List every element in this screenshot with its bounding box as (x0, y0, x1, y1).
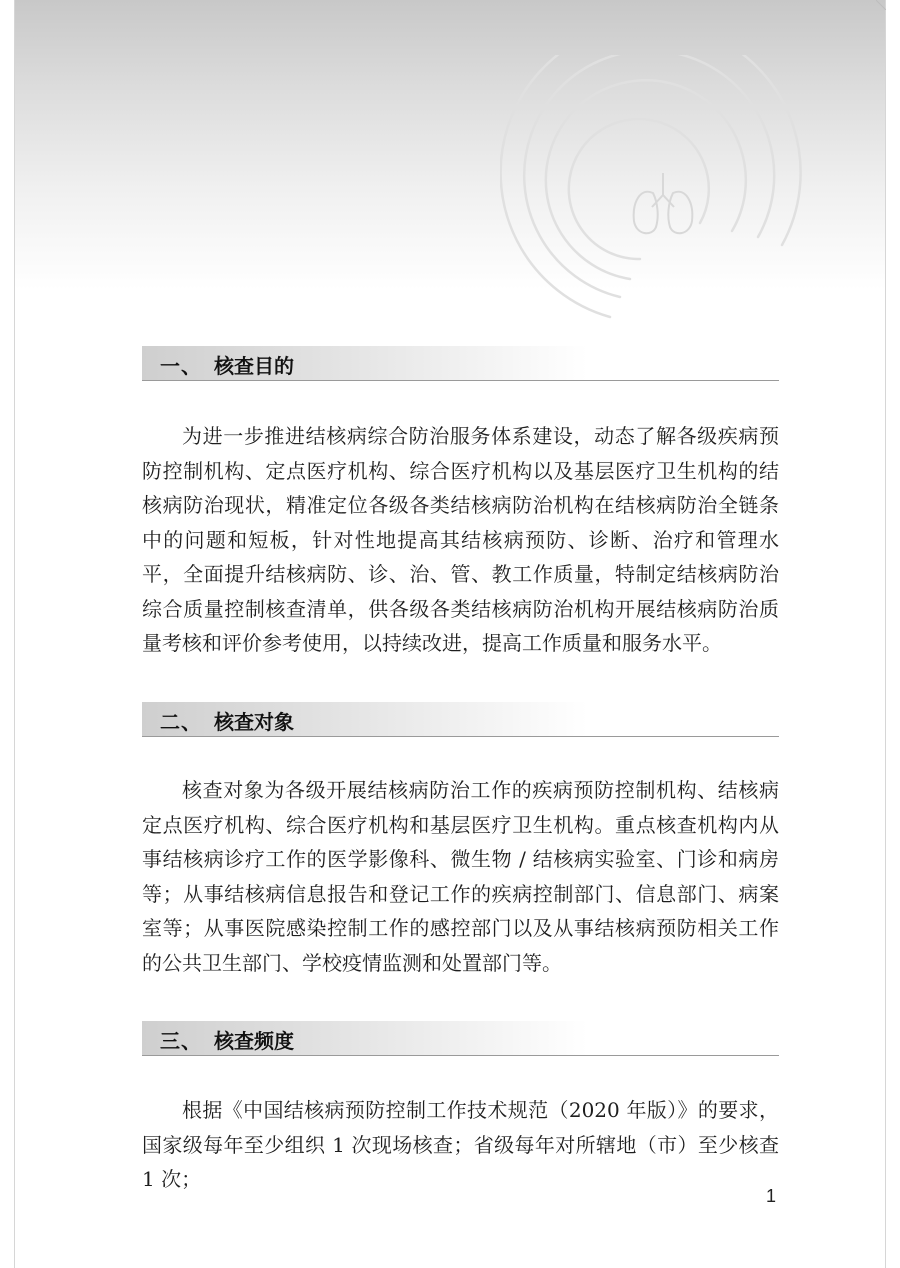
crop-mark (876, 0, 886, 10)
section-title: 核查对象 (214, 710, 294, 734)
section-number: 一、 (160, 354, 202, 378)
section-header-targets (142, 702, 779, 737)
lungs-icon (500, 55, 830, 335)
section-title: 核查频度 (214, 1029, 294, 1053)
section-paragraph-frequency: 根据《中国结核病预防控制工作技术规范（2020 年版）》的要求，国家级每年至少组织 1 次现场核查；省级每年对所辖地（市）至少核查 1 次； (142, 1098, 779, 1191)
section-paragraph-purpose: 为进一步推进结核病综合防治服务体系建设，动态了解各级疾病预防控制机构、定点医疗机构、综合医疗机构以及基层医疗卫生机构的结核病防治现状，精准定位各级各类结核病防治机构在结核病防治全链条中的问题和短板，针对性地提高其结核病预防、诊断、治疗和管理水平，全面提升结核病防、诊、治、管、教工作质量，特制定结核病防治综合质量控制核查清单，供各级各类结核病防治机构开展结核病防治质量考核和评价参考使用，以持续改进，提高工作质量和服务水平。 (142, 424, 779, 655)
section-paragraph-targets: 核查对象为各级开展结核病防治工作的疾病预防控制机构、结核病定点医疗机构、综合医疗机构和基层医疗卫生机构。重点核查机构内从事结核病诊疗工作的医学影像科、微生物 / 结核病实验室、门诊和病房等；从事结核病信息报告和登记工作的疾病控制部门、信息部门、病案室等；从事医院感染控制工作的感控部门以及从事结核病预防相关工作的公共卫生部门、学校疫情监测和处置部门等。 (142, 778, 779, 975)
section-number: 三、 (160, 1029, 202, 1053)
section-header-frequency (142, 1021, 779, 1056)
section-number: 二、 (160, 710, 202, 734)
section-header-purpose (142, 346, 779, 381)
page-number: 1 (766, 1186, 777, 1206)
section-title: 核查目的 (214, 354, 294, 378)
